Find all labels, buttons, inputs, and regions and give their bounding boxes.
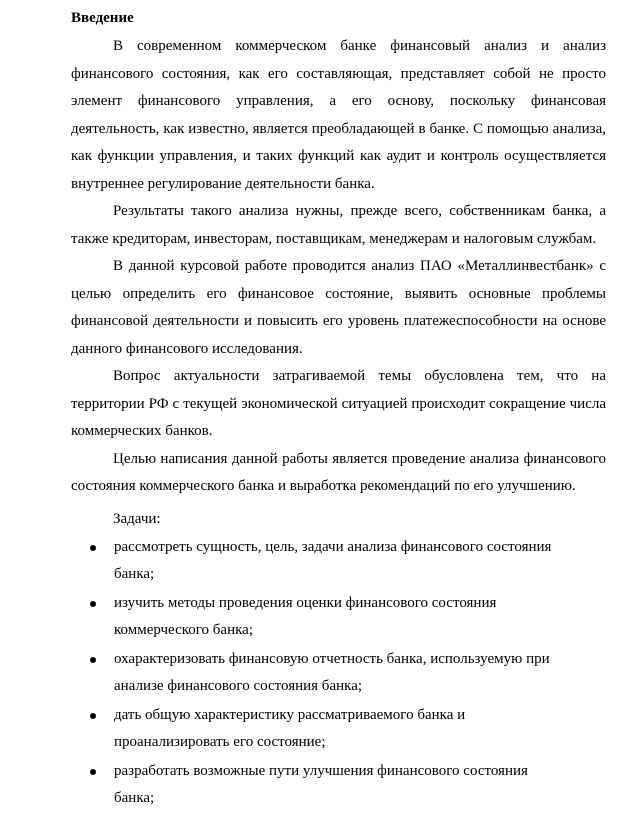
bullet-icon bbox=[90, 545, 96, 551]
paragraph-goal: Целью написания данной работы является проведение анализа финансового состояния коммерческого банка и выработка рекомендаций по его улучшению. bbox=[71, 450, 606, 494]
paragraph-subject: В данной курсовой работе проводится анализ ПАО «Металлинвестбанк» с целью определить его финансовое состояние, выявить основные проблемы финансовой деятельности и повысить его уровень платежеспособности на основе данного финансового исследования. bbox=[71, 258, 606, 357]
paragraph-stakeholders: Результаты такого анализа нужны, прежде всего, собственникам банка, а также кредиторам, инвесторам, поставщикам, менеджерам и налоговым службам. bbox=[71, 203, 606, 247]
paragraph-intro: В современном коммерческом банке финансовый анализ и анализ финансового состояния, как его составляющая, представляет собой не просто элемент финансового управления, а его основу, поскольку финансовая деятельность, как известно, является преобладающей в банке. С помощью анализа, как функции управления, и таких функций как аудит и контроль осуществляется внутреннее регулирование деятельности банка. bbox=[71, 38, 606, 192]
bullet-icon bbox=[90, 713, 96, 719]
task-text: рассмотреть сущность, цель, задачи анализа финансового состояния банка; bbox=[114, 538, 552, 582]
list-item bbox=[71, 590, 606, 645]
task-text: изучить методы проведения оценки финансового состояния коммерческого банка; bbox=[114, 594, 497, 638]
bullet-icon bbox=[90, 657, 96, 663]
document-page bbox=[71, 6, 606, 814]
task-text: разработать возможные пути улучшения финансового состояния банка; bbox=[114, 762, 528, 806]
list-item bbox=[71, 534, 606, 589]
list-item bbox=[71, 758, 606, 813]
paragraph-relevance: Вопрос актуальности затрагиваемой темы обусловлена тем, что на территории РФ с текущей экономической ситуацией происходит сокращение числа коммерческих банков. bbox=[71, 368, 606, 439]
task-list bbox=[71, 534, 606, 813]
task-text: дать общую характеристику рассматриваемого банка и проанализировать его состояние; bbox=[114, 706, 466, 750]
bullet-icon bbox=[90, 769, 96, 775]
bullet-icon bbox=[90, 601, 96, 607]
list-item bbox=[71, 702, 606, 757]
section-heading: Введение bbox=[71, 10, 134, 26]
task-text: охарактеризовать финансовую отчетность банка, используемую при анализе финансового состояния банка; bbox=[114, 650, 550, 694]
tasks-label: Задачи: bbox=[113, 510, 161, 527]
list-item bbox=[71, 646, 606, 701]
